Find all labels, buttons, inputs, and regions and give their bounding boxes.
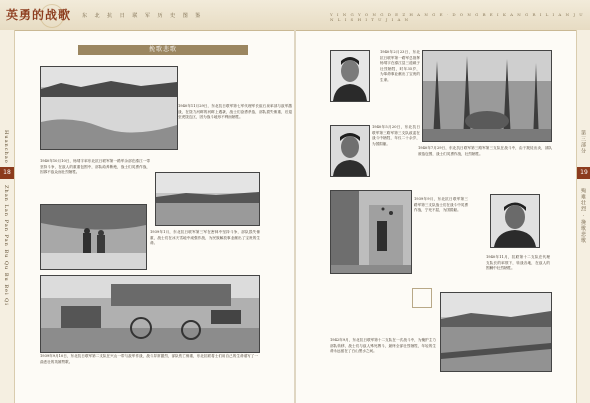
caption-right-5: 1940年11月，抗联第十二支队在代理支队长的率领下，转战各地，在敌人的围剿中壮烈牺牲。 <box>486 255 550 271</box>
decorative-frame-icon <box>412 288 432 308</box>
right-side-vertical: 殉难壮烈 · 挽歌悲歌 <box>580 188 586 244</box>
right-side-label: 第三部分 <box>580 130 586 154</box>
caption-left-3: 1939年1月，东北抗日联军第三军在密林中坚持斗争，部队损失惨重，战士们在冰天雪地中顽强作战，为民族解放事业献出了宝贵的生命。 <box>150 230 260 246</box>
caption-left-2: 1940年10月10日，杨靖宇率东北抗日联军第一路军余部在濛江一带坚持斗争，在敌人的重重包围中，部队给养断绝，战士们英勇作战，因寡不敌众而壮烈牺牲。 <box>40 159 150 175</box>
photo-forest-grave <box>422 50 552 142</box>
portrait-officer-2 <box>330 125 370 177</box>
left-side-vertical: Zhan Lan Pan Pan Bu Qu Bu Bei Qi <box>3 185 9 306</box>
portrait-officer-1 <box>330 50 370 102</box>
caption-left-1: 1940年11月29日，东北抗日联军第七军代理军长崔石泉率部与敌军激战，在饶力河畔的河畔上遇袭，战士们奋勇杀敌，部队损失惨重，后退至虎饶边区，因为战斗地形不利而牺牲。 <box>178 104 292 120</box>
page-gutter <box>294 30 296 403</box>
photo-field-memorial <box>440 292 552 372</box>
caption-right-4: 1939年9月，东北抗日联军第三路军第三支队战士们在战斗中英勇作战，宁死不屈，为国捐躯。 <box>414 197 468 213</box>
photo-soldiers-snow <box>40 204 147 270</box>
section-title: 挽歌悲歌 <box>78 45 248 55</box>
photo-ruined-building <box>330 190 412 274</box>
book-pinyin: Y I N G Y O N G D E Z H A N G E · D O N G B E I K A N G R I L I A N J U N L I S H I T U J I A N <box>330 12 585 22</box>
book-subtitle: 东 北 抗 日 联 军 历 史 图 鉴 <box>82 13 204 19</box>
photo-field-landscape <box>155 172 260 226</box>
caption-right-3: 1940年7月29日，东北抗日联军第三路军第三支队在战斗中，由于叛徒出卖，部队被敌包围，战士们英勇作战，壮烈牺牲。 <box>418 146 552 156</box>
left-side-tab <box>0 30 15 403</box>
right-side-tab <box>576 30 590 403</box>
left-page-number: 18 <box>0 167 14 179</box>
caption-left-4: 1939年9月10日，东北抗日联军第二支队在兴山一带与敌军作战，战斗异常激烈，部队伤亡惨重，东北抗联将士们用自己的生命谱写了一曲悲壮的英雄赞歌。 <box>40 354 258 364</box>
photo-horse-carts <box>40 275 260 353</box>
left-side-label: Huanchao <box>3 130 9 164</box>
caption-right-2: 1940年5月20日，东北抗日联军第三路军第三支队政委在战斗中牺牲，年仅二十余岁，为国捐躯。 <box>372 125 420 146</box>
right-page-number: 19 <box>577 167 590 179</box>
caption-right-1: 1940年2月23日，东北抗日联军第一路军总指挥杨靖宇在濛江县三道崴子壮烈牺牲，时年35岁，为革命事业献出了宝贵的生命。 <box>380 50 420 82</box>
portrait-officer-3 <box>490 194 540 248</box>
book-brand-title: 英勇的战歌 <box>6 8 72 22</box>
page-header <box>0 0 590 31</box>
caption-right-6: 1942年9月，东北抗日联军第十二支队在一次战斗中，为掩护主力部队转移，战士们与敌人殊死搏斗，最终全部壮烈牺牲，年轻的生命永远留在了白山黑水之间。 <box>330 338 436 354</box>
photo-river-landscape <box>40 66 178 150</box>
